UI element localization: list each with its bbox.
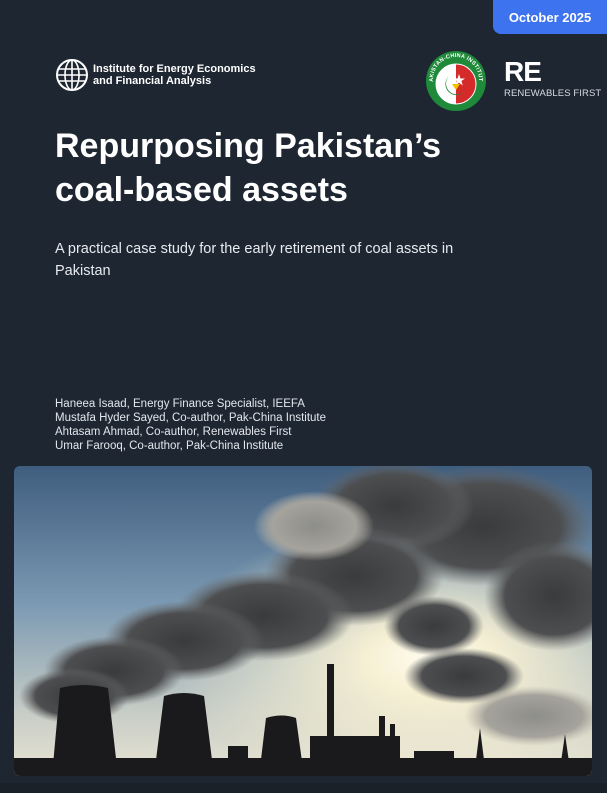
bottom-strip: [0, 783, 607, 793]
report-title-line2: coal-based assets: [55, 171, 348, 209]
ieefa-logo: [55, 58, 256, 92]
report-title-line1: Repurposing Pakistan’s: [55, 127, 442, 165]
svg-text:PAKISTAN-CHINA INSTITUTE: AKISTAN-CHINA INSTITUT: [428, 52, 484, 82]
coal-plant-photo: [14, 466, 592, 776]
pak-china-arc-text: [425, 50, 487, 112]
ieefa-name-line2: and Financial Analysis: [93, 75, 212, 87]
author-list: [55, 397, 326, 453]
ieefa-name: [93, 63, 256, 87]
report-date: October 2025: [508, 9, 592, 25]
report-date-badge: [493, 0, 607, 34]
author-line: Mustafa Hyder Sayed, Co-author, Pak-China Institute: [55, 412, 327, 424]
re-logo-mark: RE: [504, 56, 541, 87]
author-line: Haneea Isaad, Energy Finance Specialist, IEEFA: [55, 398, 305, 410]
re-logo-text: RENEWABLES FIRST: [504, 88, 602, 99]
globe-icon: [55, 58, 89, 92]
ieefa-name-line1: Institute for Energy Economics: [93, 63, 256, 75]
report-subtitle: A practical case study for the early retirement of coal assets in Pakistan: [55, 241, 454, 279]
renewables-first-logo: [504, 58, 601, 99]
cover-photo: [14, 466, 592, 776]
report-title: [55, 124, 575, 212]
author-line: Umar Farooq, Co-author, Pak-China Institute: [55, 440, 284, 452]
author-line: Ahtasam Ahmad, Co-author, Renewables First: [55, 426, 292, 438]
